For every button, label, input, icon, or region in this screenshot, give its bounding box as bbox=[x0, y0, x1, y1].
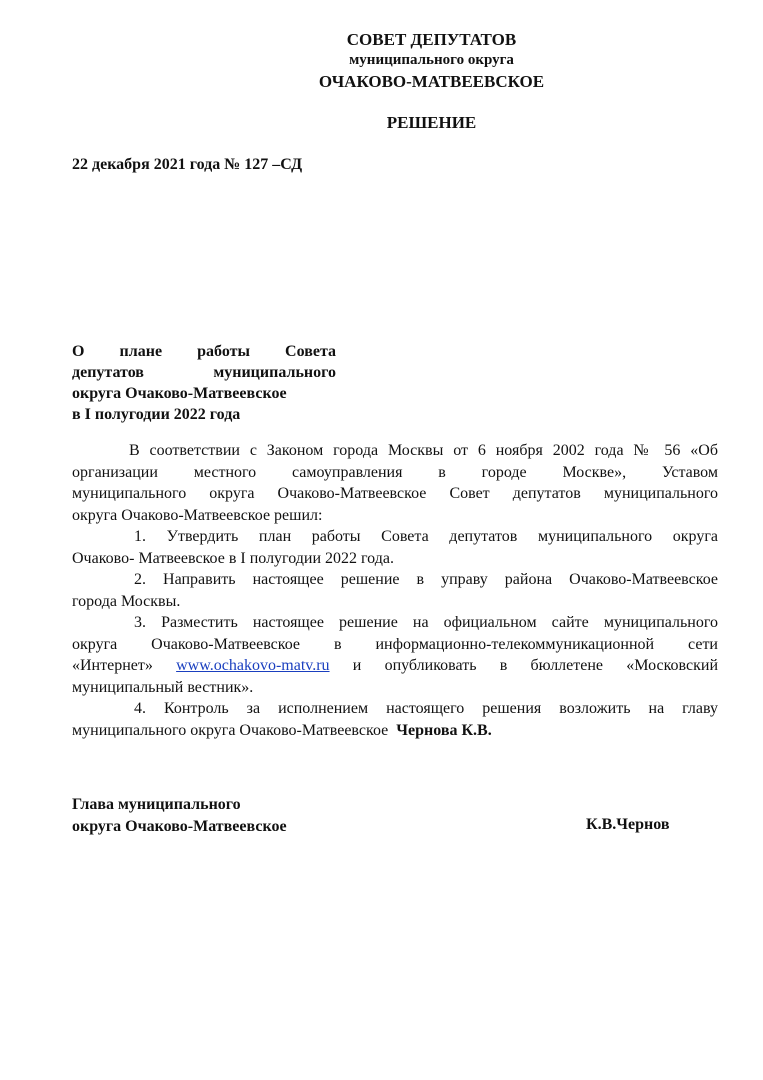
item-3-line: муниципальный вестник». bbox=[72, 678, 254, 696]
item-3-line: округа Очаково-Матвеевское в информационно-телекоммуникационной сети bbox=[72, 635, 718, 653]
item-3-line bbox=[72, 655, 718, 677]
council-subtitle: муниципального округа bbox=[349, 52, 514, 68]
preamble-line: организации местного самоуправления в городе Москве», Уставом bbox=[72, 463, 718, 481]
item-1-line: Очаково- Матвеевское в I полугодии 2022 года. bbox=[72, 549, 394, 567]
district-name: ОЧАКОВО-МАТВЕЕВСКОЕ bbox=[318, 72, 545, 91]
preamble-line: муниципального округа Очаково-Матвеевское Совет депутатов муниципального bbox=[72, 485, 718, 502]
document-type: РЕШЕНИЕ bbox=[386, 113, 477, 132]
item-3-text: «Интернет» bbox=[72, 657, 153, 674]
council-title: СОВЕТ ДЕПУТАТОВ bbox=[346, 30, 517, 49]
subject-block bbox=[72, 341, 336, 425]
subject-line: округа Очаково-Матвеевское bbox=[72, 385, 287, 402]
subject-line: О плане работы Совета bbox=[72, 343, 336, 360]
item-4-line bbox=[72, 720, 718, 742]
item-3-text: и опубликовать в бюллетене «Московский bbox=[352, 657, 719, 674]
document-body bbox=[72, 440, 718, 741]
responsible-person: Чернова К.В. bbox=[396, 721, 492, 739]
website-link[interactable]: www.ochakovo-matv.ru bbox=[176, 657, 330, 674]
item-2-line: города Москвы. bbox=[72, 592, 181, 610]
subject-line: депутатов муниципального bbox=[72, 364, 336, 381]
date-number: 22 декабря 2021 года № 127 –СД bbox=[72, 156, 303, 173]
signature-title-line: Глава муниципального bbox=[72, 796, 241, 813]
preamble-line: В соответствии с Законом города Москвы от 6 ноября 2002 года № 56 «Об bbox=[129, 442, 718, 459]
item-1-line: 1. Утвердить план работы Совета депутатов муниципального округа bbox=[134, 528, 718, 545]
item-3-line: 3. Разместить настоящее решение на официальном сайте муниципального bbox=[134, 614, 718, 631]
signature-title-line: округа Очаково-Матвеевское bbox=[72, 818, 287, 835]
preamble-line: округа Очаково-Матвеевское решил: bbox=[72, 506, 323, 524]
item-4-line: 4. Контроль за исполнением настоящего решения возложить на главу bbox=[134, 700, 718, 717]
item-2-line: 2. Направить настоящее решение в управу района Очаково-Матвеевское bbox=[134, 571, 718, 588]
signature-title bbox=[72, 794, 287, 838]
subject-line: в I полугодии 2022 года bbox=[72, 406, 241, 423]
item-4-text: муниципального округа Очаково-Матвеевское bbox=[72, 721, 389, 739]
signatory-name: К.В.Чернов bbox=[586, 816, 670, 833]
